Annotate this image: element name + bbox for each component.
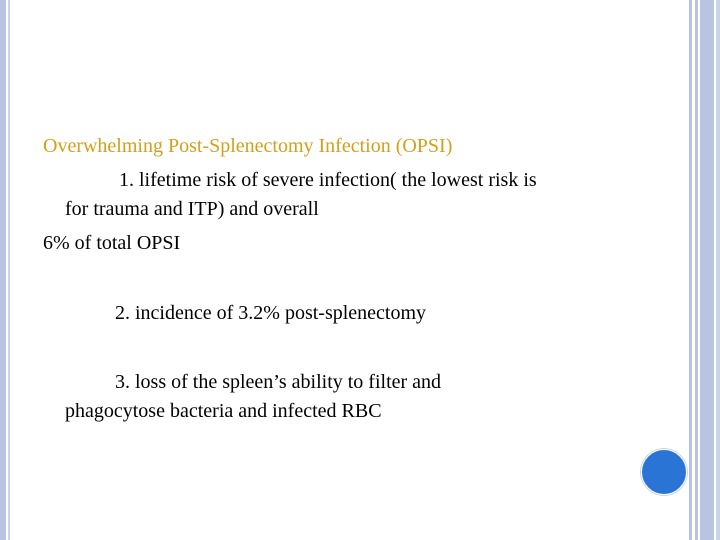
decorative-circle [641, 449, 687, 495]
point-2-line-1: 2. incidence of 3.2% post-splenectomy [115, 302, 427, 324]
point-1-line-3: 6% of total OPSI [43, 232, 181, 254]
point-1-line-2: for trauma and ITP) and overall [65, 198, 319, 220]
right-decorative-line-1 [689, 0, 692, 540]
point-3-line-2: phagocytose bacteria and infected RBC [65, 400, 382, 422]
point-3-line-1: 3. loss of the spleen’s ability to filter and [115, 371, 442, 393]
right-decorative-bar [700, 0, 714, 540]
right-decorative-line-3 [716, 0, 720, 540]
slide-heading: Overwhelming Post-Splenectomy Infection (OPSI) [43, 135, 453, 157]
point-1-line-1: 1. lifetime risk of severe infection( the lowest risk is [119, 169, 537, 191]
left-decorative-line [8, 0, 10, 540]
left-decorative-bar [0, 0, 6, 540]
right-decorative-line-2 [695, 0, 698, 540]
